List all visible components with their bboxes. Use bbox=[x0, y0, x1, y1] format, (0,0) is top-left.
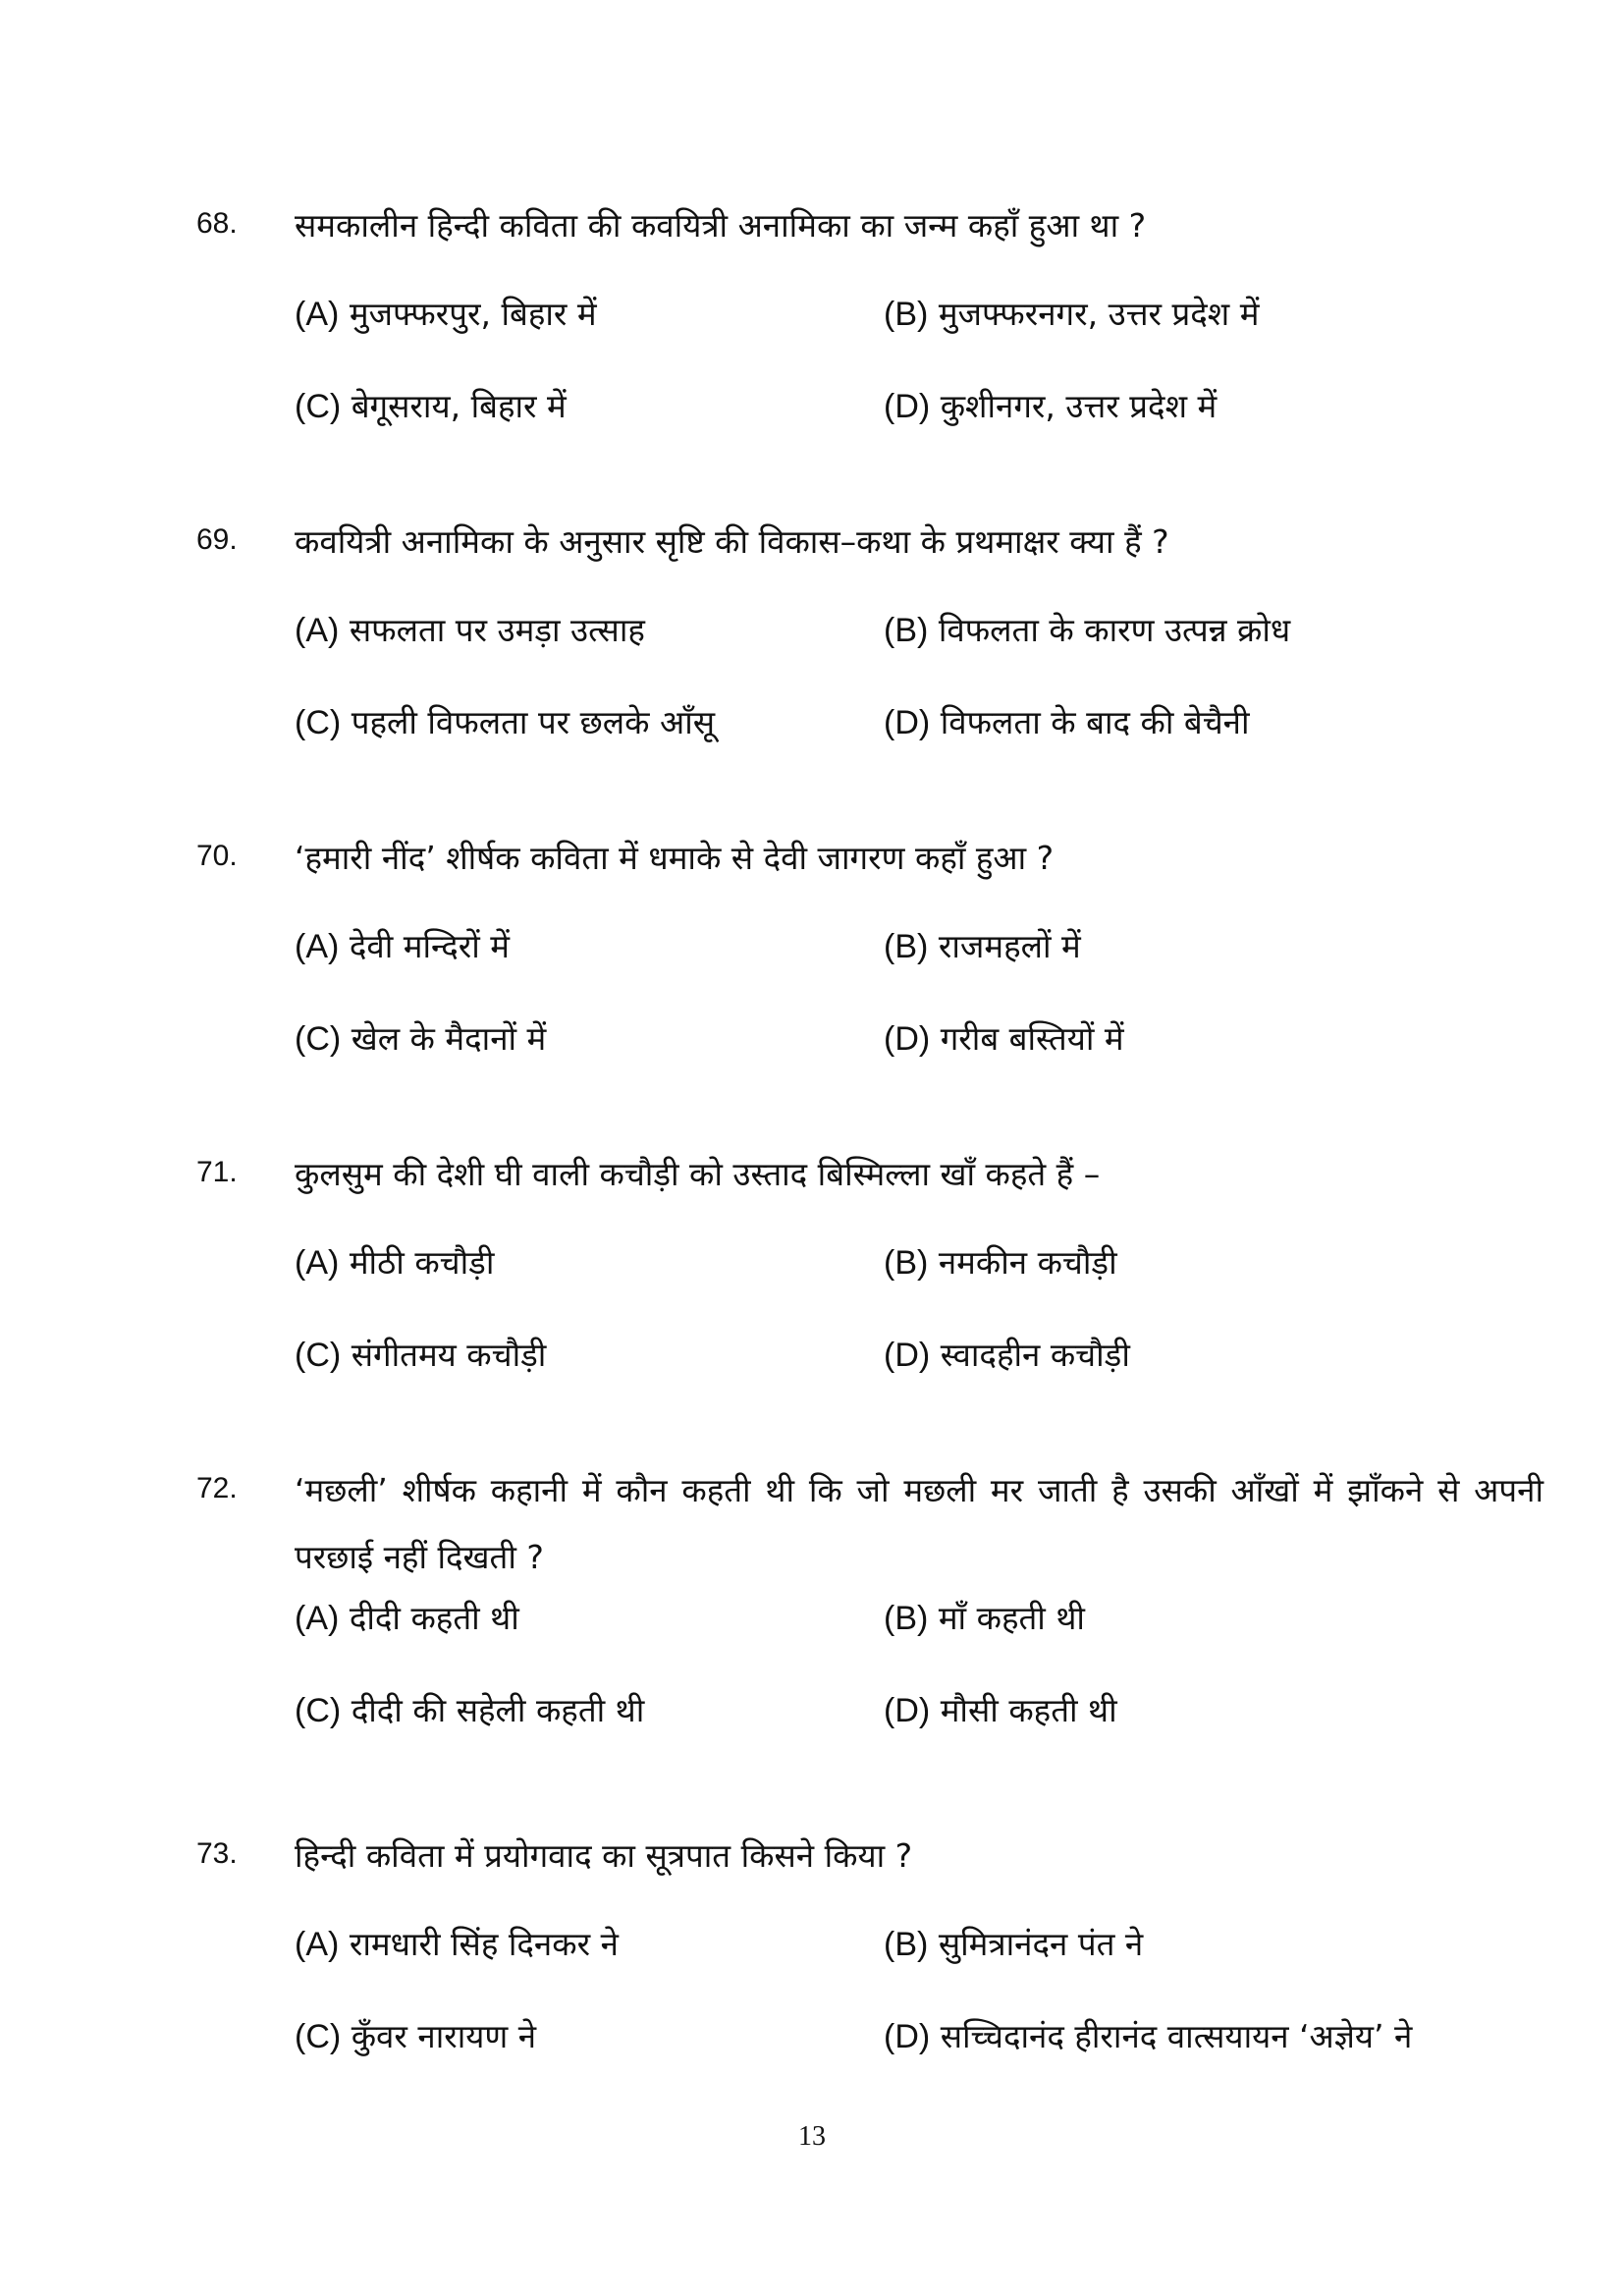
option-key: (C) bbox=[295, 1692, 342, 1729]
option-text: नमकीन कचौड़ी bbox=[938, 1243, 1117, 1282]
option-text: पहली विफलता पर छलके आँसू bbox=[351, 703, 716, 741]
option-key: (D) bbox=[884, 1020, 931, 1058]
option-b bbox=[884, 1597, 1085, 1640]
option-text: बेगूसराय, बिहार में bbox=[351, 387, 567, 425]
option-a bbox=[295, 609, 645, 652]
option-key: (A) bbox=[295, 1926, 340, 1963]
option-text: सच्चिदानंद हीरानंद वात्सयायन ‘अज्ञेय’ ने bbox=[940, 2017, 1413, 2055]
option-d bbox=[884, 1017, 1124, 1061]
question-number: 70. bbox=[196, 840, 238, 872]
option-key: (B) bbox=[884, 296, 929, 333]
option-d bbox=[884, 701, 1250, 744]
option-a bbox=[295, 293, 597, 336]
option-key: (B) bbox=[884, 928, 929, 965]
option-c bbox=[295, 1017, 546, 1061]
option-key: (D) bbox=[884, 2018, 931, 2055]
option-key: (C) bbox=[295, 388, 342, 425]
option-text: विफलता के बाद की बेचैनी bbox=[940, 703, 1250, 741]
option-c bbox=[295, 1334, 546, 1377]
question-number: 69. bbox=[196, 523, 238, 556]
option-c bbox=[295, 701, 715, 744]
option-key: (A) bbox=[295, 612, 340, 649]
option-text: विफलता के कारण उत्पन्न क्रोध bbox=[938, 611, 1291, 649]
option-text: रामधारी सिंह दिनकर ने bbox=[349, 1925, 619, 1963]
option-text: कुशीनगर, उत्तर प्रदेश में bbox=[940, 387, 1218, 425]
option-key: (B) bbox=[884, 1244, 929, 1282]
option-key: (A) bbox=[295, 1600, 340, 1637]
question-text: ‘मछली’ शीर्षक कहानी में कौन कहती थी कि जो मछली मर जाती है उसकी आँखों में झाँकने से अपनी परछाई नहीं दिखती ? bbox=[295, 1471, 1543, 1576]
question-number: 71. bbox=[196, 1156, 238, 1188]
question-number: 68. bbox=[196, 207, 238, 240]
option-key: (A) bbox=[295, 1244, 340, 1282]
option-d bbox=[884, 2015, 1412, 2058]
option-text: मौसी कहती थी bbox=[940, 1691, 1117, 1729]
option-key: (A) bbox=[295, 928, 340, 965]
option-key: (D) bbox=[884, 1692, 931, 1729]
option-text: सफलता पर उमड़ा उत्साह bbox=[349, 611, 645, 649]
option-d bbox=[884, 1689, 1117, 1732]
option-d bbox=[884, 1334, 1130, 1377]
option-key: (D) bbox=[884, 1337, 931, 1374]
option-text: मुजफ्फरपुर, बिहार में bbox=[349, 295, 597, 333]
option-text: कुँवर नारायण ने bbox=[351, 2017, 537, 2055]
option-text: दीदी कहती थी bbox=[349, 1599, 519, 1637]
option-text: माँ कहती थी bbox=[938, 1599, 1085, 1637]
question-text: कुलसुम की देशी घी वाली कचौड़ी को उस्ताद बिस्मिल्ला खाँ कहते हैं – bbox=[295, 1155, 1101, 1193]
option-c bbox=[295, 2015, 536, 2058]
option-a bbox=[295, 1923, 619, 1966]
option-key: (B) bbox=[884, 612, 929, 649]
option-c bbox=[295, 385, 567, 428]
option-a bbox=[295, 1597, 519, 1640]
option-text: दीदी की सहेली कहती थी bbox=[351, 1691, 645, 1729]
page-number: 13 bbox=[798, 2121, 826, 2152]
option-a bbox=[295, 925, 510, 968]
option-text: संगीतमय कचौड़ी bbox=[351, 1336, 547, 1374]
option-b bbox=[884, 1241, 1117, 1285]
option-key: (C) bbox=[295, 2018, 342, 2055]
question-text: ‘हमारी नींद’ शीर्षक कविता में धमाके से देवी जागरण कहाँ हुआ ? bbox=[295, 839, 1055, 877]
question-text: हिन्दी कविता में प्रयोगवाद का सूत्रपात किसने किया ? bbox=[295, 1836, 913, 1875]
option-b bbox=[884, 609, 1290, 652]
option-text: स्वादहीन कचौड़ी bbox=[940, 1336, 1130, 1374]
option-key: (B) bbox=[884, 1926, 929, 1963]
option-d bbox=[884, 385, 1217, 428]
option-key: (C) bbox=[295, 704, 342, 741]
option-key: (A) bbox=[295, 296, 340, 333]
option-key: (D) bbox=[884, 704, 931, 741]
option-text: गरीब बस्तियों में bbox=[940, 1019, 1124, 1058]
option-c bbox=[295, 1689, 644, 1732]
option-key: (C) bbox=[295, 1337, 342, 1374]
option-a bbox=[295, 1241, 494, 1285]
option-key: (D) bbox=[884, 388, 931, 425]
option-b bbox=[884, 293, 1259, 336]
option-text: मीठी कचौड़ी bbox=[349, 1243, 495, 1282]
question-text: कवयित्री अनामिका के अनुसार सृष्टि की विकास–कथा के प्रथमाक्षर क्या हैं ? bbox=[295, 522, 1169, 561]
option-text: खेल के मैदानों में bbox=[351, 1019, 547, 1058]
question-text: समकालीन हिन्दी कविता की कवयित्री अनामिका का जन्म कहाँ हुआ था ? bbox=[295, 206, 1147, 245]
option-b bbox=[884, 925, 1081, 968]
option-text: राजमहलों में bbox=[938, 927, 1081, 965]
option-key: (B) bbox=[884, 1600, 929, 1637]
option-text: देवी मन्दिरों में bbox=[349, 927, 511, 965]
option-b bbox=[884, 1923, 1143, 1966]
option-key: (C) bbox=[295, 1020, 342, 1058]
question-number: 72. bbox=[196, 1472, 238, 1504]
option-text: सुमित्रानंदन पंत ने bbox=[938, 1925, 1144, 1963]
question-number: 73. bbox=[196, 1837, 238, 1870]
option-text: मुजफ्फरनगर, उत्तर प्रदेश में bbox=[938, 295, 1260, 333]
